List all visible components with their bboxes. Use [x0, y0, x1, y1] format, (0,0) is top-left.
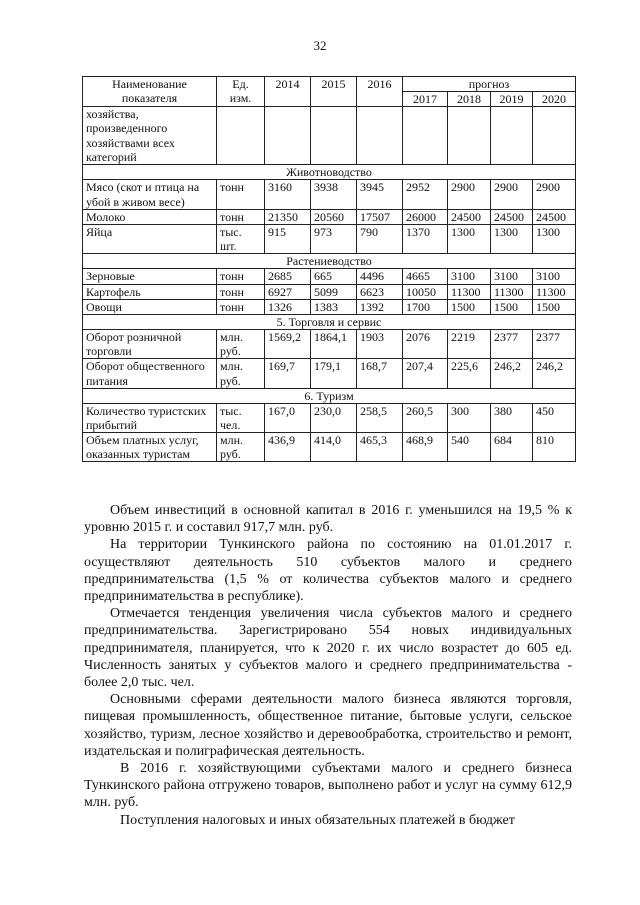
row-unit: тонн [217, 269, 265, 284]
row-value: 11300 [533, 284, 576, 299]
row-value: 1326 [265, 299, 311, 314]
row-value: 167,0 [265, 403, 311, 432]
row-value: 4665 [403, 269, 448, 284]
header-unit: Ед. изм. [217, 77, 265, 107]
row-value: 246,2 [491, 359, 533, 388]
row-value: 1300 [533, 224, 576, 253]
row-value: 436,9 [265, 433, 311, 462]
row-value: 21350 [265, 209, 311, 224]
row-value: 24500 [448, 209, 491, 224]
row-value: 2952 [403, 180, 448, 209]
body-text [84, 502, 572, 829]
row-name: Оборот розничной торговли [83, 330, 217, 359]
row-name: Молоко [83, 209, 217, 224]
row-unit: тонн [217, 299, 265, 314]
header-forecast: прогноз [403, 77, 576, 92]
row-value: 1500 [491, 299, 533, 314]
row-value: 1300 [491, 224, 533, 253]
row-value: 1370 [403, 224, 448, 253]
row-value: 26000 [403, 209, 448, 224]
row-value: 1383 [311, 299, 357, 314]
row-value: 1392 [357, 299, 403, 314]
row-value: 2900 [491, 180, 533, 209]
row-value: 1500 [533, 299, 576, 314]
row-value: 6623 [357, 284, 403, 299]
row-unit: млн. руб. [217, 330, 265, 359]
header-row [83, 77, 576, 92]
row-value: 2076 [403, 330, 448, 359]
row-value: 230,0 [311, 403, 357, 432]
row-value: 260,5 [403, 403, 448, 432]
row-value: 17507 [357, 209, 403, 224]
row-value: 790 [357, 224, 403, 253]
row-value: 380 [491, 403, 533, 432]
table-row [83, 299, 576, 314]
row-name: Яйца [83, 224, 217, 253]
row-value: 1569,2 [265, 330, 311, 359]
table-row [83, 224, 576, 253]
row-value: 300 [448, 403, 491, 432]
row-name: Овощи [83, 299, 217, 314]
row-value: 2900 [533, 180, 576, 209]
paragraph: В 2016 г. хозяйствующими субъектами малого и среднего бизнеса Тункинского района отгружено товаров, выполнено работ и услуг на сумму 612,9 млн. руб. [84, 761, 572, 811]
row-value: 3938 [311, 180, 357, 209]
row-value: 11300 [448, 284, 491, 299]
section-row [83, 388, 576, 403]
row-value: 179,1 [311, 359, 357, 388]
paragraph: Поступления налоговых и иных обязательных платежей в бюджет [120, 812, 515, 828]
header-forecast-year: 2018 [448, 92, 491, 107]
row-value: 24500 [491, 209, 533, 224]
row-name: Картофель [83, 284, 217, 299]
row-value: 684 [491, 433, 533, 462]
row-value: 20560 [311, 209, 357, 224]
table-row [83, 330, 576, 359]
row-value: 468,9 [403, 433, 448, 462]
row-value: 246,2 [533, 359, 576, 388]
row-value: 6927 [265, 284, 311, 299]
row-value: 225,6 [448, 359, 491, 388]
row-value: 540 [448, 433, 491, 462]
row-name: Количество туристских прибытий [83, 403, 217, 432]
continuation-row [83, 107, 576, 165]
row-unit: млн. руб. [217, 433, 265, 462]
row-unit: тонн [217, 180, 265, 209]
row-unit: млн. руб. [217, 359, 265, 388]
row-value: 465,3 [357, 433, 403, 462]
row-value: 3160 [265, 180, 311, 209]
row-value: 2377 [533, 330, 576, 359]
row-value: 24500 [533, 209, 576, 224]
row-value: 1864,1 [311, 330, 357, 359]
table-row [83, 269, 576, 284]
header-forecast-year: 2020 [533, 92, 576, 107]
table-row [83, 359, 576, 388]
row-value: 11300 [491, 284, 533, 299]
row-value: 3100 [533, 269, 576, 284]
row-value: 665 [311, 269, 357, 284]
row-value: 810 [533, 433, 576, 462]
row-value: 915 [265, 224, 311, 253]
row-unit: тонн [217, 284, 265, 299]
row-value: 1300 [448, 224, 491, 253]
section-title: Растениеводство [83, 254, 576, 269]
section-row [83, 165, 576, 180]
page-number: 32 [313, 38, 327, 53]
paragraph: Объем инвестиций в основной капитал в 2016 г. уменьшился на 19,5 % к уровню 2015 г. и составил 917,7 млн. руб. [84, 503, 572, 536]
paragraph: На территории Тункинского района по состоянию на 01.01.2017 г. осуществляют деятельность 510 субъектов малого и среднего предпринимательства (1,5 % от количества субъектов малого и среднего предпринимательства в республике). [84, 537, 572, 605]
header-year: 2014 [265, 77, 311, 107]
row-value: 3945 [357, 180, 403, 209]
row-value: 2900 [448, 180, 491, 209]
table-row [83, 284, 576, 299]
section-title: 6. Туризм [83, 388, 576, 403]
row-value: 2685 [265, 269, 311, 284]
paragraph: Основными сферами деятельности малого бизнеса являются торговля, пищевая промышленность, общественное питание, бытовые услуги, сельское хозяйство, туризм, лесное хозяйство и деревообработка, строительство и ремонт, издательская и полиграфическая деятельность. [84, 692, 572, 759]
row-unit: тонн [217, 209, 265, 224]
row-value: 258,5 [357, 403, 403, 432]
row-value: 1500 [448, 299, 491, 314]
header-name: Наименование показателя [83, 77, 217, 107]
row-name: Зерновые [83, 269, 217, 284]
row-value: 4496 [357, 269, 403, 284]
section-title: Животноводство [83, 165, 576, 180]
paragraph: Отмечается тенденция увеличения числа субъектов малого и среднего предпринимательства. Зарегистрировано 554 новых индивидуальных предпринимателя, планируется, что к 2020 г. их число возрастет до 605 ед. Численность занятых у субъектов малого и среднего предпринимательства - более 2,0 тыс. чел. [84, 606, 572, 691]
row-value: 10050 [403, 284, 448, 299]
row-name: Объем платных услуг, оказанных туристам [83, 433, 217, 462]
row-name: Мясо (скот и птица на убой в живом весе) [83, 180, 217, 209]
row-value: 169,7 [265, 359, 311, 388]
section-title: 5. Торговля и сервис [83, 314, 576, 329]
row-value: 3100 [448, 269, 491, 284]
table-row [83, 403, 576, 432]
section-row [83, 314, 576, 329]
row-value: 450 [533, 403, 576, 432]
row-unit: тыс. шт. [217, 224, 265, 253]
section-row [83, 254, 576, 269]
indicators-table [82, 76, 576, 462]
row-value: 168,7 [357, 359, 403, 388]
row-value: 5099 [311, 284, 357, 299]
row-value: 2219 [448, 330, 491, 359]
row-value: 2377 [491, 330, 533, 359]
row-value: 207,4 [403, 359, 448, 388]
row-value: 1700 [403, 299, 448, 314]
row-value: 414,0 [311, 433, 357, 462]
header-forecast-year: 2019 [491, 92, 533, 107]
table-row [83, 433, 576, 462]
header-forecast-year: 2017 [403, 92, 448, 107]
header-year: 2016 [357, 77, 403, 107]
table-row [83, 209, 576, 224]
row-value: 1903 [357, 330, 403, 359]
row-value: 973 [311, 224, 357, 253]
table-row [83, 180, 576, 209]
row-value: 3100 [491, 269, 533, 284]
row-unit: тыс. чел. [217, 403, 265, 432]
header-year: 2015 [311, 77, 357, 107]
continuation-name: хозяйства, произведенного хозяйствами всех категорий [83, 107, 217, 165]
row-name: Оборот общественного питания [83, 359, 217, 388]
